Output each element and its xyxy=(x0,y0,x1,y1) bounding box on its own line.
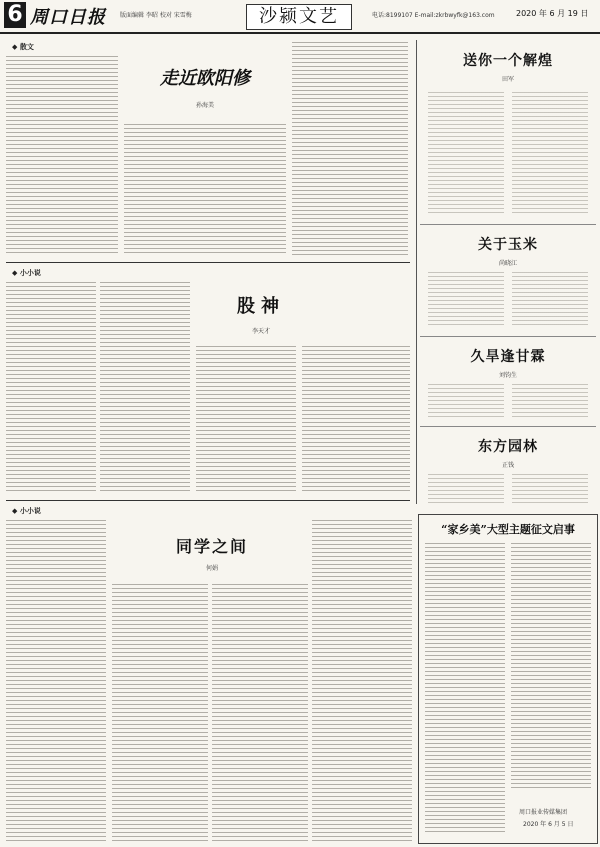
poem-3-body-right xyxy=(512,384,588,418)
notice-body-left xyxy=(425,543,505,833)
essay-author: 孙海美 xyxy=(195,102,214,109)
page-number: 6 xyxy=(4,2,26,28)
poem-3-author: 刘钧生 xyxy=(498,372,517,379)
right-column-divider xyxy=(416,40,417,504)
page-header xyxy=(0,0,600,34)
notice-body-right xyxy=(511,543,591,791)
poem-4 xyxy=(422,430,594,510)
story1-author: 李天才 xyxy=(251,328,270,335)
notice-box xyxy=(418,514,598,844)
poem-4-author: 正钱 xyxy=(501,462,514,469)
section-banner: 沙颍文艺 xyxy=(246,4,352,30)
essay-column-mid xyxy=(124,124,286,256)
poem-2-body-left xyxy=(428,272,504,328)
paper-name: 周口日报 xyxy=(30,7,106,28)
notice-issuer: 周口报业传媒集团 xyxy=(519,809,568,816)
essay-title-block xyxy=(124,58,286,122)
poem-2 xyxy=(422,228,594,332)
essay-tag: ◆ 散文 xyxy=(12,43,34,51)
story2-column-b xyxy=(112,584,208,842)
poem-1-author: 田军 xyxy=(501,76,514,83)
notice-title: “家乡美”大型主题征文启事 xyxy=(441,523,575,536)
story2-column-a xyxy=(6,520,106,842)
notice-date: 2020 年 6 月 5 日 xyxy=(523,821,574,828)
poem-1-title: 送你一个解煌 xyxy=(463,53,553,69)
story1-tag-label: 小小说 xyxy=(19,269,41,277)
essay-column-right xyxy=(292,42,408,256)
poem-3-rule xyxy=(420,426,596,427)
essay-title: 走近欧阳修 xyxy=(160,68,250,89)
story1-bottom-rule xyxy=(6,500,410,501)
story2-column-d xyxy=(312,520,412,842)
poem-4-title: 东方园林 xyxy=(478,439,538,455)
issue-date: 2020 年 6 月 19 日 xyxy=(516,9,589,18)
essay-bottom-rule xyxy=(6,262,410,263)
essay-tag-label: 散文 xyxy=(19,43,34,51)
poem-2-body-right xyxy=(512,272,588,328)
poem-2-author: 尚晓江 xyxy=(498,260,517,267)
poem-3-body-left xyxy=(428,384,504,418)
story2-tag-label: 小小说 xyxy=(19,507,41,515)
poem-4-body-right xyxy=(512,474,588,506)
story1-column-c xyxy=(196,346,296,494)
poem-1 xyxy=(422,44,594,220)
story2-title-block xyxy=(112,526,312,580)
poem-3 xyxy=(422,340,594,422)
story2-author: 何娟 xyxy=(205,565,218,572)
poem-1-rule xyxy=(420,224,596,225)
poem-2-rule xyxy=(420,336,596,337)
story1-column-d xyxy=(302,346,410,494)
story2-column-c xyxy=(212,584,308,842)
story2-title: 同学之间 xyxy=(175,537,248,556)
story1-column-b xyxy=(100,282,190,494)
story1-title-block xyxy=(196,282,326,342)
essay-column-left xyxy=(6,56,118,256)
story1-tag: ◆ 小小说 xyxy=(12,269,41,277)
poem-2-title: 关于玉米 xyxy=(478,237,538,253)
poem-3-title: 久旱逢甘霖 xyxy=(470,349,546,365)
story2-tag: ◆ 小小说 xyxy=(12,507,41,515)
poem-1-body-left xyxy=(428,92,504,214)
poem-4-body-left xyxy=(428,474,504,506)
contact-line: 电话:8199107 E-mail:zkrbwyfk@163.com xyxy=(372,12,495,19)
header-rule xyxy=(0,32,600,34)
story1-column-a xyxy=(6,282,96,494)
editor-line: 版面编辑 李昭 校对 宋雪梅 xyxy=(120,12,192,19)
poem-1-body-right xyxy=(512,92,588,214)
story1-title: 股神 xyxy=(237,296,285,317)
